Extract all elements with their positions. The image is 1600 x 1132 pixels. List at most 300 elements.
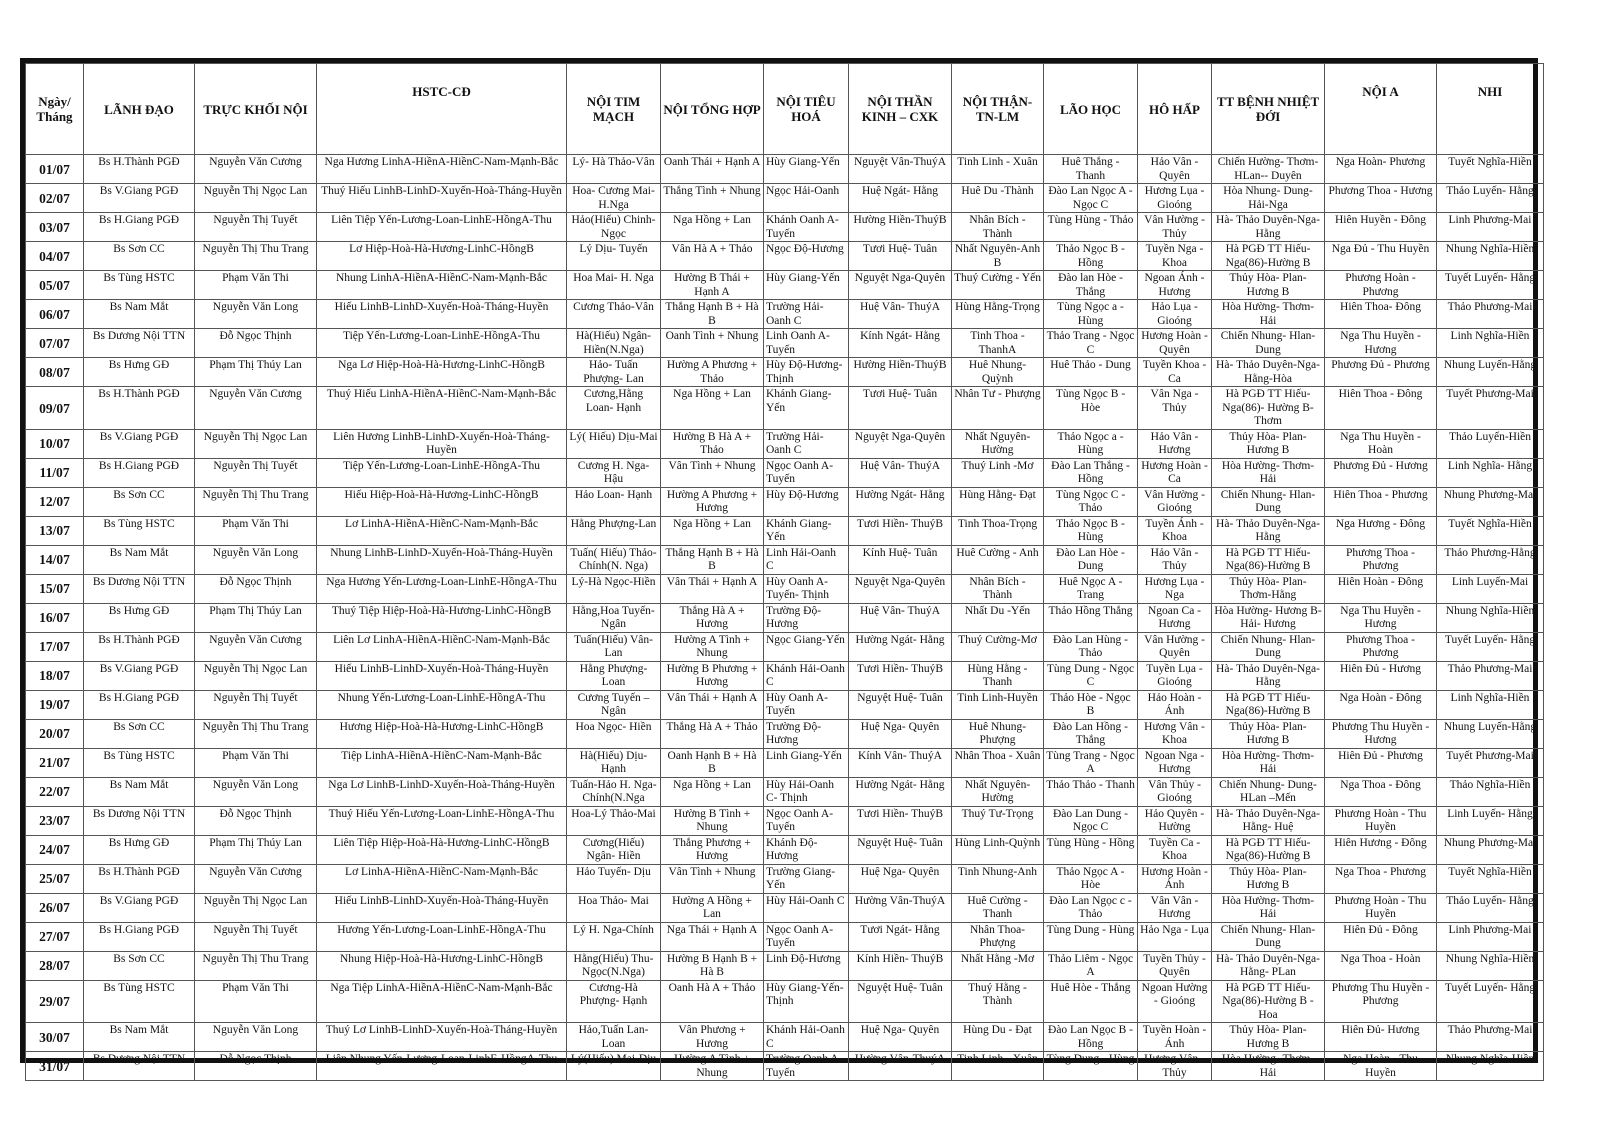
table-row [26,1052,1544,1081]
cell-internal-block-duty: Nguyễn Văn Cương [195,387,317,430]
cell-cardiology: Lý H. Nga-Chính [567,922,661,951]
cell-internal-a: Phương Đủ - Hương [1325,458,1437,487]
cell-internal-a: Hiên Đủ - Hương [1325,661,1437,690]
table-body [26,155,1544,1081]
cell-internal-block-duty: Đỗ Ngọc Thịnh [195,574,317,603]
cell-geriatrics: Đào Lan Hồng - Thắng [1044,719,1138,748]
cell-internal-a: Phương Đủ - Phương [1325,358,1437,387]
cell-gastroenterology: Hùy Giang-Yến [764,155,849,184]
cell-date: 23/07 [26,806,84,835]
cell-general-internal: Vân Phương + Hương [661,1023,764,1052]
cell-internal-block-duty: Đỗ Ngọc Thịnh [195,806,317,835]
cell-internal-block-duty: Nguyễn Văn Long [195,300,317,329]
cell-neurology-cxk: Hường Vân-ThuýA [849,1052,952,1081]
cell-internal-a: Hiên Thoa- Đông [1325,300,1437,329]
cell-leadership: Bs Nam Mắt [84,300,195,329]
cell-respiratory: Vân Hường - Gioóng [1138,487,1212,516]
cell-internal-a: Hiên Đủ- Hương [1325,1023,1437,1052]
cell-respiratory: Hảo Vân - Quyên [1138,155,1212,184]
cell-cardiology: Lý Dịu- Tuyến [567,242,661,271]
cell-tropical-disease: Chiến Nhung- Hlan-Dung [1212,922,1325,951]
table-row [26,777,1544,806]
cell-date: 18/07 [26,661,84,690]
cell-general-internal: Hường B Hà A + Thảo [661,429,764,458]
cell-leadership: Bs Sơn CC [84,487,195,516]
cell-date: 09/07 [26,387,84,430]
cell-general-internal: Nga Hồng + Lan [661,777,764,806]
cell-hstc-cd: Lơ LinhA-HiềnA-HiềnC-Nam-Mạnh-Bắc [317,864,567,893]
cell-internal-a: Phương Thoa - Phương [1325,632,1437,661]
cell-nephrology: Tinh Nhung-Anh [952,864,1044,893]
cell-tropical-disease: Hà- Thảo Duyên-Nga- Hằng- PLan [1212,951,1325,980]
cell-internal-block-duty: Phạm Thị Thúy Lan [195,603,317,632]
cell-neurology-cxk: Nguyệt Vân-ThuýA [849,155,952,184]
cell-neurology-cxk: Tươi Hiền- ThuýB [849,661,952,690]
duty-roster-table [25,63,1544,1081]
cell-internal-a: Phương Thoa - Hương [1325,184,1437,213]
cell-geriatrics: Thảo Hồng Thắng [1044,603,1138,632]
cell-internal-block-duty: Nguyễn Văn Cương [195,864,317,893]
cell-internal-block-duty: Phạm Văn Thi [195,516,317,545]
cell-internal-a: Hiên Đủ - Phương [1325,748,1437,777]
cell-tropical-disease: Hà PGĐ TT Hiếu-Nga(86)- Hường B-Thơm [1212,387,1325,430]
cell-date: 05/07 [26,271,84,300]
cell-general-internal: Nga Thái + Hạnh A [661,922,764,951]
cell-geriatrics: Tùng Ngọc B - Hòe [1044,387,1138,430]
cell-geriatrics: Đào Lan Ngọc A - Ngọc C [1044,184,1138,213]
cell-cardiology: Hoa Mai- H. Nga [567,271,661,300]
cell-nephrology: Huê Cường - Thanh [952,893,1044,922]
cell-internal-block-duty: Nguyễn Văn Cương [195,632,317,661]
cell-pediatrics: Thảo Luyến-Hiền [1437,429,1544,458]
cell-date: 02/07 [26,184,84,213]
cell-internal-a: Nga Hoàn - Thu Huyền [1325,1052,1437,1081]
cell-nephrology: Nhân Bích - Thành [952,213,1044,242]
table-row [26,574,1544,603]
cell-geriatrics: Tùng Trang - Ngọc A [1044,748,1138,777]
cell-respiratory: Ngoan Nga - Hương [1138,748,1212,777]
cell-neurology-cxk: Kính Huệ- Tuân [849,545,952,574]
cell-cardiology: Lý-Hà Ngọc-Hiền [567,574,661,603]
cell-date: 15/07 [26,574,84,603]
cell-geriatrics: Đào Lan Thắng - Hồng [1044,458,1138,487]
cell-tropical-disease: Chiến Hường- Thơm-HLan-- Duyên [1212,155,1325,184]
cell-internal-block-duty: Đỗ Ngọc Thịnh [195,329,317,358]
cell-nephrology: Thuý Hằng - Thành [952,980,1044,1023]
cell-nephrology: Nhất Nguyên-Hường [952,777,1044,806]
cell-general-internal: Hường A Tình + Nhung [661,632,764,661]
cell-date: 25/07 [26,864,84,893]
table-row [26,329,1544,358]
cell-cardiology: Cương Tuyến – Ngân [567,690,661,719]
cell-date: 07/07 [26,329,84,358]
cell-nephrology: Nhân Thoa-Phượng [952,922,1044,951]
cell-internal-a: Phương Hoàn - Thu Huyền [1325,806,1437,835]
cell-respiratory: Tuyền Nga - Khoa [1138,242,1212,271]
cell-internal-a: Hiên Đủ - Đông [1325,922,1437,951]
column-header-internal-block-duty: TRỰC KHỐI NỘI [195,64,317,155]
cell-pediatrics: Linh Phương-Mai [1437,213,1544,242]
table-row [26,806,1544,835]
cell-internal-block-duty: Phạm Thị Thúy Lan [195,358,317,387]
cell-respiratory: Hương Vân - Thủy [1138,1052,1212,1081]
cell-cardiology: Cương Thảo-Vân [567,300,661,329]
cell-internal-a: Hiên Thoa - Đông [1325,387,1437,430]
cell-leadership: Bs H.Thành PGĐ [84,155,195,184]
cell-respiratory: Vân Thủy - Gioóng [1138,777,1212,806]
cell-cardiology: Hoa Ngọc- Hiền [567,719,661,748]
cell-hstc-cd: Liên Nhung Yến-Lương-Loan-LinhE-HồngA-Thu [317,1052,567,1081]
table-row [26,429,1544,458]
cell-respiratory: Hương Hoàn - Ca [1138,458,1212,487]
cell-date: 27/07 [26,922,84,951]
cell-internal-a: Nga Thu Huyền - Hương [1325,329,1437,358]
cell-geriatrics: Huê Thắng - Thanh [1044,155,1138,184]
cell-pediatrics: Tuyết Luyến- Hằng [1437,980,1544,1023]
cell-pediatrics: Linh Nghĩa- Hằng [1437,458,1544,487]
cell-general-internal: Nga Hồng + Lan [661,213,764,242]
table-row [26,545,1544,574]
cell-tropical-disease: Thủy Hòa- Plan-Hương B [1212,1023,1325,1052]
cell-hstc-cd: Liên Hương LinhB-LinhD-Xuyến-Hoà-Tháng-Huyền [317,429,567,458]
table-row [26,951,1544,980]
cell-internal-block-duty: Nguyễn Văn Cương [195,155,317,184]
cell-tropical-disease: Hà- Thảo Duyên-Nga- Hằng [1212,213,1325,242]
cell-geriatrics: Đào Lan Dung - Ngọc C [1044,806,1138,835]
cell-cardiology: Hảo Tuyến- Dịu [567,864,661,893]
cell-general-internal: Oanh Thái + Hạnh A [661,155,764,184]
cell-cardiology: Tuấn-Hảo H. Nga-Chính(N.Nga [567,777,661,806]
cell-pediatrics: Tuyết Phương-Mai [1437,387,1544,430]
cell-respiratory: Hảo Quyên - Hường [1138,806,1212,835]
cell-gastroenterology: Ngọc Oanh A-Tuyến [764,922,849,951]
cell-geriatrics: Thảo Thảo - Thanh [1044,777,1138,806]
cell-pediatrics: Tuyết Luyến- Hằng [1437,632,1544,661]
cell-pediatrics: Nhung Luyến-Hằng [1437,719,1544,748]
cell-cardiology: Hằng(Hiếu) Thu-Ngọc(N.Nga) [567,951,661,980]
cell-tropical-disease: Hòa Hường- Thơm-Hải [1212,300,1325,329]
cell-geriatrics: Thảo Hòe - Ngọc B [1044,690,1138,719]
cell-nephrology: Hùng Hằng - Thanh [952,661,1044,690]
cell-date: 29/07 [26,980,84,1023]
cell-geriatrics: Thảo Trang - Ngọc C [1044,329,1138,358]
cell-gastroenterology: Khánh Hải-Oanh C [764,661,849,690]
cell-nephrology: Nhân Bích - Thành [952,574,1044,603]
cell-gastroenterology: Hùy Độ-Hương [764,487,849,516]
cell-respiratory: Tuyền Lụa - Gioóng [1138,661,1212,690]
cell-general-internal: Nga Hồng + Lan [661,516,764,545]
table-row [26,242,1544,271]
cell-respiratory: Tuyền Ca - Khoa [1138,835,1212,864]
cell-respiratory: Hương Lụa - Gioóng [1138,184,1212,213]
cell-leadership: Bs Nam Mắt [84,777,195,806]
cell-internal-block-duty: Nguyễn Văn Long [195,545,317,574]
cell-neurology-cxk: Kính Ngát- Hằng [849,329,952,358]
table-row [26,864,1544,893]
cell-hstc-cd: Nhung LinhA-HiềnA-HiềnC-Nam-Mạnh-Bắc [317,271,567,300]
cell-gastroenterology: Hùy Hải-Oanh C [764,893,849,922]
column-header-gastroenterology: NỘI TIÊU HOÁ [764,64,849,155]
cell-gastroenterology: Linh Hải-Oanh C [764,545,849,574]
cell-gastroenterology: Trường Độ-Hương [764,719,849,748]
cell-internal-block-duty: Nguyễn Thị Tuyết [195,213,317,242]
cell-internal-a: Phương Hoàn - Phương [1325,271,1437,300]
cell-cardiology: Hằng,Hoa Tuyến-Ngân [567,603,661,632]
cell-tropical-disease: Thủy Hòa- Plan-Hương B [1212,719,1325,748]
cell-neurology-cxk: Kính Hiền- ThuýB [849,951,952,980]
cell-hstc-cd: Liên Lơ LinhA-HiềnA-HiềnC-Nam-Mạnh-Bắc [317,632,567,661]
cell-general-internal: Vân Tình + Nhung [661,864,764,893]
cell-geriatrics: Đào lan Hòe - Thắng [1044,271,1138,300]
cell-pediatrics: Nhung Luyến-Hằng [1437,358,1544,387]
cell-pediatrics: Linh Nghĩa-Hiền [1437,690,1544,719]
cell-pediatrics: Thảo Luyến- Hằng [1437,184,1544,213]
cell-pediatrics: Thảo Phương-Mai [1437,661,1544,690]
cell-hstc-cd: Nhung LinhB-LinhD-Xuyến-Hoà-Tháng-Huyền [317,545,567,574]
cell-leadership: Bs Dương Nội TTN [84,329,195,358]
cell-internal-block-duty: Nguyễn Thị Ngọc Lan [195,661,317,690]
cell-tropical-disease: Thủy Hòa- Plan-Hương B [1212,429,1325,458]
cell-pediatrics: Nhung Nghĩa-Hiền [1437,1052,1544,1081]
cell-internal-a: Hiên Hương - Đông [1325,835,1437,864]
cell-respiratory: Ngoan Ánh - Hương [1138,271,1212,300]
cell-hstc-cd: Nga Hương Yến-Lương-Loan-LinhE-HồngA-Thu [317,574,567,603]
cell-hstc-cd: Thuý Tiệp Hiệp-Hoà-Hà-Hương-LinhC-HồngB [317,603,567,632]
cell-neurology-cxk: Tươi Hiền- ThuýB [849,516,952,545]
cell-date: 30/07 [26,1023,84,1052]
cell-general-internal: Thắng Hà A + Thảo [661,719,764,748]
cell-internal-a: Nga Hoàn- Phương [1325,155,1437,184]
cell-nephrology: Huê Nhung-Quỳnh [952,358,1044,387]
cell-date: 28/07 [26,951,84,980]
cell-leadership: Bs Tùng HSTC [84,980,195,1023]
cell-leadership: Bs Sơn CC [84,242,195,271]
cell-date: 13/07 [26,516,84,545]
cell-tropical-disease: Hà PGĐ TT Hiếu-Nga(86)-Hường B - Hoa [1212,980,1325,1023]
cell-pediatrics: Thảo Phương-Mai [1437,300,1544,329]
cell-tropical-disease: Thủy Hòa- Plan-Thơm-Hằng [1212,574,1325,603]
cell-internal-a: Phương Thu Huyền - Phương [1325,980,1437,1023]
cell-internal-a: Nga Thoa - Hoàn [1325,951,1437,980]
cell-gastroenterology: Trường Hải-Oanh C [764,429,849,458]
cell-gastroenterology: Linh Oanh A-Tuyến [764,329,849,358]
cell-gastroenterology: Hùy Độ-Hương-Thịnh [764,358,849,387]
cell-internal-a: Phương Thoa - Phương [1325,545,1437,574]
cell-date: 19/07 [26,690,84,719]
cell-neurology-cxk: Hường Vân-ThuýA [849,893,952,922]
cell-leadership: Bs H.Giang PGĐ [84,458,195,487]
cell-nephrology: Nhất Nguyên-Hường [952,429,1044,458]
cell-date: 16/07 [26,603,84,632]
column-header-internal-a: NỘI A [1325,64,1437,155]
cell-internal-a: Nga Thoa - Đông [1325,777,1437,806]
cell-tropical-disease: Hòa Hường- Hương B- Hải- Hương [1212,603,1325,632]
cell-hstc-cd: Hiếu Hiệp-Hoà-Hà-Hương-LinhC-HồngB [317,487,567,516]
cell-gastroenterology: Linh Giang-Yến [764,748,849,777]
cell-general-internal: Thắng Tình + Nhung [661,184,764,213]
column-header-geriatrics: LÃO HỌC [1044,64,1138,155]
cell-neurology-cxk: Hường Ngát- Hằng [849,487,952,516]
cell-neurology-cxk: Nguyệt Nga-Quyên [849,574,952,603]
cell-cardiology: Cương H. Nga-Hậu [567,458,661,487]
cell-date: 24/07 [26,835,84,864]
cell-internal-block-duty: Phạm Văn Thi [195,980,317,1023]
cell-neurology-cxk: Hường Ngát- Hằng [849,632,952,661]
table-row [26,458,1544,487]
column-header-general-internal: NỘI TỔNG HỢP [661,64,764,155]
cell-internal-a: Nga Thu Huyền - Hương [1325,603,1437,632]
cell-nephrology: Thuý Tư-Trọng [952,806,1044,835]
cell-respiratory: Vân Vân - Hương [1138,893,1212,922]
cell-nephrology: Hùng Linh-Quỳnh [952,835,1044,864]
cell-date: 10/07 [26,429,84,458]
cell-hstc-cd: Lơ Hiệp-Hoà-Hà-Hương-LinhC-HồngB [317,242,567,271]
cell-neurology-cxk: Hường Hiền-ThuýB [849,358,952,387]
cell-hstc-cd: Hương Hiệp-Hoà-Hà-Hương-LinhC-HồngB [317,719,567,748]
table-row [26,661,1544,690]
cell-neurology-cxk: Nguyệt Nga-Quyên [849,271,952,300]
cell-date: 17/07 [26,632,84,661]
cell-nephrology: Hùng Hằng- Đạt [952,487,1044,516]
cell-date: 26/07 [26,893,84,922]
cell-leadership: Bs H.Thành PGĐ [84,632,195,661]
cell-date: 04/07 [26,242,84,271]
cell-respiratory: Tuyền Khoa - Ca [1138,358,1212,387]
cell-internal-a: Nga Thoa - Phương [1325,864,1437,893]
cell-internal-block-duty: Nguyễn Thị Thu Trang [195,719,317,748]
cell-respiratory: Ngoan Hường - Gioóng [1138,980,1212,1023]
cell-cardiology: Hằng Phượng-Loan [567,661,661,690]
cell-date: 21/07 [26,748,84,777]
cell-general-internal: Nga Hồng + Lan [661,387,764,430]
cell-internal-a: Hiên Hoàn - Đông [1325,574,1437,603]
cell-cardiology: Hoa- Cương Mai-H.Nga [567,184,661,213]
cell-pediatrics: Tuyết Nghĩa-Hiền [1437,155,1544,184]
cell-leadership: Bs V.Giang PGĐ [84,184,195,213]
cell-internal-block-duty: Phạm Văn Thi [195,748,317,777]
cell-neurology-cxk: Huệ Vân- ThuýA [849,300,952,329]
cell-nephrology: Nhân Tư - Phượng [952,387,1044,430]
cell-tropical-disease: Hà PGĐ TT Hiếu-Nga(86)-Hường B [1212,545,1325,574]
cell-gastroenterology: Trường Giang-Yến [764,864,849,893]
cell-tropical-disease: Chiến Nhung- Hlan-Dung [1212,329,1325,358]
cell-respiratory: Hảo Lụa - Gioóng [1138,300,1212,329]
table-row [26,893,1544,922]
cell-gastroenterology: Hùy Giang-Yến [764,271,849,300]
cell-nephrology: Nhất Du -Yến [952,603,1044,632]
cell-pediatrics: Thảo Phương-Mai [1437,1023,1544,1052]
cell-tropical-disease: Chiến Nhung- Hlan-Dung [1212,632,1325,661]
cell-pediatrics: Tuyết Nghĩa-Hiền [1437,864,1544,893]
cell-neurology-cxk: Nguyệt Huệ- Tuân [849,690,952,719]
cell-internal-a: Phương Hoàn - Thu Huyền [1325,893,1437,922]
cell-general-internal: Hường B Hạnh B + Hà B [661,951,764,980]
cell-nephrology: Huê Nhung-Phượng [952,719,1044,748]
column-header-pediatrics: NHI [1437,64,1544,155]
cell-tropical-disease: Thủy Hòa- Plan-Hương B [1212,271,1325,300]
cell-geriatrics: Huê Hòe - Thắng [1044,980,1138,1023]
cell-cardiology: Cương-Hà Phượng- Hạnh [567,980,661,1023]
table-row [26,387,1544,430]
cell-date: 12/07 [26,487,84,516]
cell-pediatrics: Linh Phương-Mai [1437,922,1544,951]
cell-gastroenterology: Khánh Hải-Oanh C [764,1023,849,1052]
cell-date: 31/07 [26,1052,84,1081]
cell-tropical-disease: Hà PGĐ TT Hiếu-Nga(86)-Hường B [1212,690,1325,719]
cell-pediatrics: Nhung Nghĩa-Hiền [1437,242,1544,271]
cell-internal-block-duty: Nguyễn Văn Long [195,1023,317,1052]
cell-general-internal: Hường B Thái + Hạnh A [661,271,764,300]
cell-neurology-cxk: Nguyệt Nga-Quyên [849,429,952,458]
cell-hstc-cd: Hiếu LinhB-LinhD-Xuyến-Hoà-Tháng-Huyền [317,300,567,329]
cell-date: 22/07 [26,777,84,806]
cell-leadership: Bs Tùng HSTC [84,516,195,545]
cell-cardiology: Lý( Hiếu) Dịu-Mai [567,429,661,458]
cell-neurology-cxk: Huệ Ngát- Hằng [849,184,952,213]
table-row [26,690,1544,719]
cell-pediatrics: Tuyết Nghĩa-Hiền [1437,516,1544,545]
cell-leadership: Bs Tùng HSTC [84,748,195,777]
cell-cardiology: Lý(Hiếu) Mai-Dịu [567,1052,661,1081]
cell-nephrology: Tinh Linh - Xuân [952,1052,1044,1081]
cell-pediatrics: Tuyết Luyến- Hằng [1437,271,1544,300]
cell-pediatrics: Linh Nghĩa-Hiền [1437,329,1544,358]
cell-nephrology: Thuý Cường - Yến [952,271,1044,300]
cell-neurology-cxk: Hường Ngát- Hằng [849,777,952,806]
cell-nephrology: Thuý Cường-Mơ [952,632,1044,661]
cell-internal-block-duty: Nguyễn Thị Thu Trang [195,951,317,980]
column-header-date: Ngày/ Tháng [26,64,84,155]
cell-gastroenterology: Ngọc Độ-Hương [764,242,849,271]
cell-nephrology: Huê Du -Thành [952,184,1044,213]
cell-general-internal: Thắng Phương + Hương [661,835,764,864]
cell-leadership: Bs Tùng HSTC [84,271,195,300]
cell-cardiology: Hà(Hiếu) Ngân-Hiền(N.Nga) [567,329,661,358]
cell-gastroenterology: Ngọc Giang-Yến [764,632,849,661]
cell-leadership: Bs Nam Mắt [84,1023,195,1052]
cell-internal-a: Nga Đủ - Thu Huyền [1325,242,1437,271]
cell-respiratory: Hảo Vân - Hương [1138,429,1212,458]
cell-neurology-cxk: Tươi Ngát- Hằng [849,922,952,951]
cell-date: 14/07 [26,545,84,574]
cell-respiratory: Hương Hoàn - Quyên [1138,329,1212,358]
cell-cardiology: Hảo Loan- Hạnh [567,487,661,516]
cell-date: 08/07 [26,358,84,387]
cell-leadership: Bs V.Giang PGĐ [84,429,195,458]
cell-nephrology: Hùng Du - Đạt [952,1023,1044,1052]
cell-nephrology: Tinh Linh-Huyền [952,690,1044,719]
cell-geriatrics: Tùng Ngọc a - Hùng [1044,300,1138,329]
cell-tropical-disease: Hòa Nhung- Dung-Hải-Nga [1212,184,1325,213]
cell-tropical-disease: Hòa Hường- Thơm-Hải [1212,1052,1325,1081]
cell-geriatrics: Tùng Dung - Hùng [1044,1052,1138,1081]
cell-hstc-cd: Nga Hương LinhA-HiềnA-HiềnC-Nam-Mạnh-Bắc [317,155,567,184]
cell-internal-block-duty: Nguyễn Văn Long [195,777,317,806]
cell-general-internal: Vân Thái + Hạnh A [661,574,764,603]
cell-tropical-disease: Hà- Thảo Duyên-Nga- Hằng [1212,661,1325,690]
cell-general-internal: Vân Thái + Hạnh A [661,690,764,719]
cell-hstc-cd: Hiếu LinhB-LinhD-Xuyến-Hoà-Tháng-Huyền [317,893,567,922]
cell-general-internal: Oanh Hạnh B + Hà B [661,748,764,777]
cell-geriatrics: Đào Lan Ngọc c - Thảo [1044,893,1138,922]
table-row [26,271,1544,300]
column-header-nephrology: NỘI THẬN-TN-LM [952,64,1044,155]
cell-pediatrics: Tuyết Phương-Mai [1437,748,1544,777]
cell-geriatrics: Tùng Ngọc C - Thảo [1044,487,1138,516]
cell-general-internal: Hường B Phương + Hương [661,661,764,690]
cell-geriatrics: Thảo Ngọc a - Hùng [1044,429,1138,458]
cell-gastroenterology: Ngọc Hải-Oanh [764,184,849,213]
